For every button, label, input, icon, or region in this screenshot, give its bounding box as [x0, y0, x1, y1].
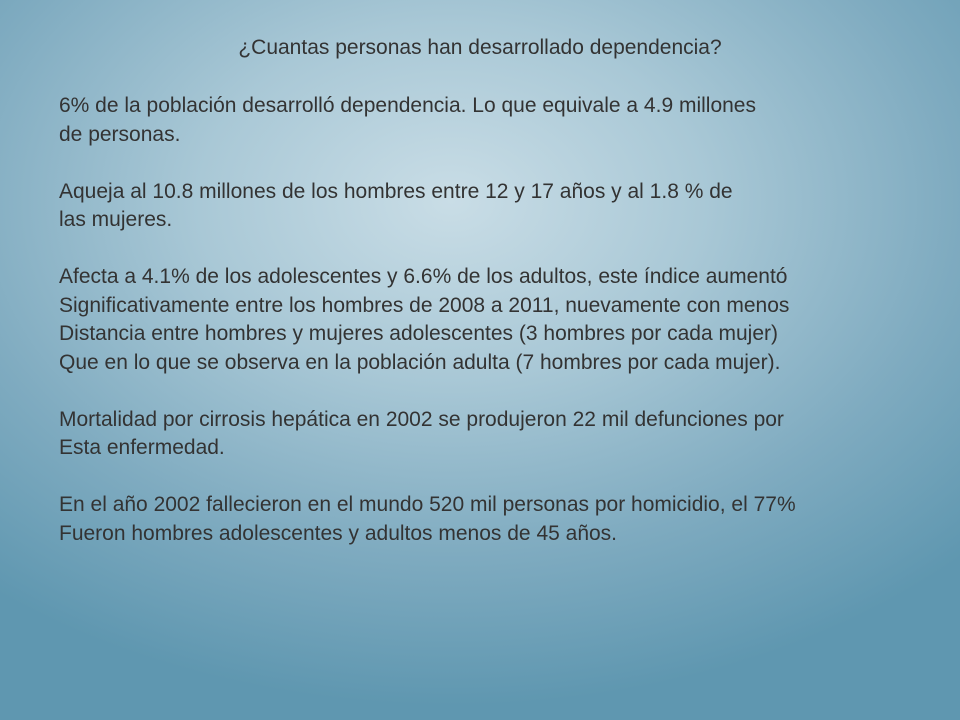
text-line: de personas. [59, 122, 181, 146]
paragraph-cirrosis [59, 406, 919, 463]
text-line: Fueron hombres adolescentes y adultos menos de 45 años. [59, 521, 618, 545]
paragraph-dependencia [59, 92, 919, 149]
text-line: Distancia entre hombres y mujeres adolescentes (3 hombres por cada mujer) [59, 322, 778, 345]
paragraph-hombres-mujeres [59, 178, 919, 235]
text-line: En el año 2002 fallecieron en el mundo 520 mil personas por homicidio, el 77% [59, 493, 796, 516]
text-line: Que en lo que se observa en la población adulta (7 hombres por cada mujer). [59, 350, 781, 374]
text-line: las mujeres. [59, 208, 173, 231]
paragraph-adolescentes-adultos [59, 263, 919, 377]
slide-body [59, 92, 919, 577]
text-line: Significativamente entre los hombres de 2008 a 2011, nuevamente con menos [59, 293, 790, 317]
slide-title: ¿Cuantas personas han desarrollado dependencia? [238, 36, 722, 59]
text-line: Mortalidad por cirrosis hepática en 2002 se produjeron 22 mil defunciones por [59, 407, 784, 431]
text-line: Afecta a 4.1% de los adolescentes y 6.6% de los adultos, este índice aumentó [59, 265, 788, 288]
text-line: Esta enfermedad. [59, 436, 225, 459]
text-line: 6% de la población desarrolló dependencia. Lo que equivale a 4.9 millones [59, 94, 756, 117]
text-line: Aqueja al 10.8 millones de los hombres entre 12 y 17 años y al 1.8 % de [59, 179, 733, 203]
paragraph-homicidio [59, 491, 919, 548]
